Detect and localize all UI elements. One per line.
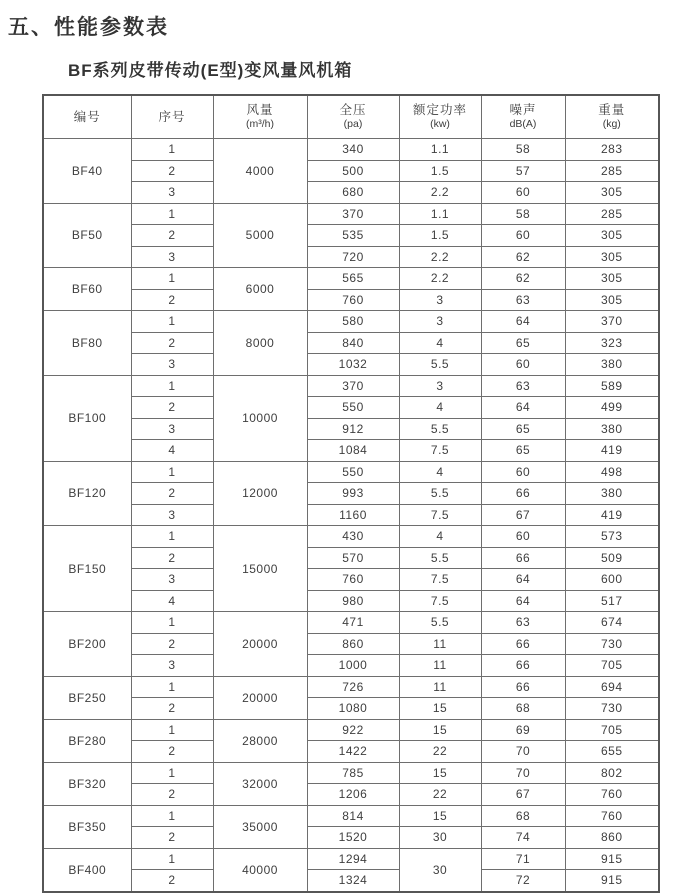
weight-cell: 305 — [565, 289, 659, 311]
power-cell: 15 — [399, 698, 481, 720]
weight-cell: 380 — [565, 483, 659, 505]
seq-cell: 1 — [131, 311, 213, 333]
noise-cell: 63 — [481, 612, 565, 634]
column-header-weight — [565, 95, 659, 139]
column-header-airflow — [213, 95, 307, 139]
table-body — [43, 139, 659, 892]
table-row — [43, 547, 659, 569]
seq-cell: 2 — [131, 698, 213, 720]
page-title: 五、性能参数表 — [8, 16, 169, 39]
seq-cell: 1 — [131, 375, 213, 397]
noise-cell: 70 — [481, 741, 565, 763]
pressure-cell: 570 — [307, 547, 399, 569]
noise-cell: 66 — [481, 676, 565, 698]
airflow-cell: 35000 — [213, 805, 307, 848]
model-cell: BF250 — [43, 676, 131, 719]
seq-cell: 2 — [131, 289, 213, 311]
noise-cell: 60 — [481, 225, 565, 247]
pressure-cell: 993 — [307, 483, 399, 505]
noise-cell: 67 — [481, 504, 565, 526]
pressure-cell: 912 — [307, 418, 399, 440]
column-unit: (pa) — [343, 118, 363, 130]
noise-cell: 63 — [481, 289, 565, 311]
power-cell: 1.5 — [399, 160, 481, 182]
seq-cell: 3 — [131, 655, 213, 677]
seq-cell: 2 — [131, 633, 213, 655]
table-row — [43, 698, 659, 720]
seq-cell: 1 — [131, 676, 213, 698]
noise-cell: 62 — [481, 246, 565, 268]
pressure-cell: 1324 — [307, 870, 399, 892]
noise-cell: 74 — [481, 827, 565, 849]
airflow-cell: 20000 — [213, 612, 307, 677]
power-cell: 1.1 — [399, 139, 481, 161]
pressure-cell: 1294 — [307, 848, 399, 870]
noise-cell: 60 — [481, 182, 565, 204]
performance-table — [42, 94, 660, 893]
pressure-cell: 500 — [307, 160, 399, 182]
column-unit: (m³/h) — [246, 118, 274, 130]
seq-cell: 3 — [131, 418, 213, 440]
power-cell: 1.5 — [399, 225, 481, 247]
weight-cell: 705 — [565, 655, 659, 677]
table-row — [43, 719, 659, 741]
noise-cell: 65 — [481, 332, 565, 354]
weight-cell: 285 — [565, 160, 659, 182]
power-cell: 2.2 — [399, 182, 481, 204]
noise-cell: 71 — [481, 848, 565, 870]
table-row — [43, 289, 659, 311]
airflow-cell: 8000 — [213, 311, 307, 376]
noise-cell: 66 — [481, 547, 565, 569]
pressure-cell: 860 — [307, 633, 399, 655]
power-cell: 30 — [399, 848, 481, 892]
table-row — [43, 676, 659, 698]
power-cell: 11 — [399, 655, 481, 677]
column-unit: (kw) — [430, 118, 450, 130]
table-row — [43, 268, 659, 290]
table-row — [43, 805, 659, 827]
seq-cell: 2 — [131, 827, 213, 849]
weight-cell: 517 — [565, 590, 659, 612]
column-label: 重量 — [598, 103, 626, 117]
weight-cell: 730 — [565, 698, 659, 720]
seq-cell: 1 — [131, 805, 213, 827]
model-cell: BF120 — [43, 461, 131, 526]
pressure-cell: 430 — [307, 526, 399, 548]
seq-cell: 1 — [131, 612, 213, 634]
model-cell: BF40 — [43, 139, 131, 204]
model-cell: BF100 — [43, 375, 131, 461]
table-row — [43, 375, 659, 397]
pressure-cell: 565 — [307, 268, 399, 290]
weight-cell: 674 — [565, 612, 659, 634]
noise-cell: 60 — [481, 461, 565, 483]
noise-cell: 68 — [481, 698, 565, 720]
weight-cell: 419 — [565, 504, 659, 526]
model-cell: BF350 — [43, 805, 131, 848]
table-row — [43, 332, 659, 354]
power-cell: 3 — [399, 311, 481, 333]
table-row — [43, 311, 659, 333]
power-cell: 2.2 — [399, 246, 481, 268]
column-label: 额定功率 — [412, 103, 467, 117]
table-row — [43, 397, 659, 419]
weight-cell: 573 — [565, 526, 659, 548]
weight-cell: 499 — [565, 397, 659, 419]
pressure-cell: 1422 — [307, 741, 399, 763]
table-row — [43, 440, 659, 462]
seq-cell: 3 — [131, 504, 213, 526]
power-cell: 3 — [399, 375, 481, 397]
noise-cell: 70 — [481, 762, 565, 784]
column-header-noise — [481, 95, 565, 139]
seq-cell: 2 — [131, 870, 213, 892]
weight-cell: 305 — [565, 246, 659, 268]
noise-cell: 68 — [481, 805, 565, 827]
power-cell: 5.5 — [399, 418, 481, 440]
pressure-cell: 720 — [307, 246, 399, 268]
pressure-cell: 680 — [307, 182, 399, 204]
seq-cell: 4 — [131, 590, 213, 612]
noise-cell: 65 — [481, 440, 565, 462]
weight-cell: 915 — [565, 848, 659, 870]
table-row — [43, 182, 659, 204]
seq-cell: 2 — [131, 332, 213, 354]
power-cell: 4 — [399, 397, 481, 419]
table-row — [43, 354, 659, 376]
power-cell: 4 — [399, 332, 481, 354]
noise-cell: 64 — [481, 590, 565, 612]
power-cell: 7.5 — [399, 440, 481, 462]
table-row — [43, 139, 659, 161]
noise-cell: 58 — [481, 203, 565, 225]
seq-cell: 1 — [131, 461, 213, 483]
seq-cell: 2 — [131, 225, 213, 247]
noise-cell: 64 — [481, 397, 565, 419]
power-cell: 15 — [399, 805, 481, 827]
column-label: 噪声 — [509, 103, 537, 117]
header-row — [43, 95, 659, 139]
noise-cell: 65 — [481, 418, 565, 440]
table-row — [43, 203, 659, 225]
seq-cell: 3 — [131, 354, 213, 376]
noise-cell: 62 — [481, 268, 565, 290]
seq-cell: 2 — [131, 547, 213, 569]
pressure-cell: 922 — [307, 719, 399, 741]
weight-cell: 760 — [565, 805, 659, 827]
power-cell: 30 — [399, 827, 481, 849]
pressure-cell: 1520 — [307, 827, 399, 849]
seq-cell: 3 — [131, 569, 213, 591]
noise-cell: 58 — [481, 139, 565, 161]
power-cell: 7.5 — [399, 504, 481, 526]
seq-cell: 1 — [131, 268, 213, 290]
table-row — [43, 569, 659, 591]
pressure-cell: 340 — [307, 139, 399, 161]
power-cell: 4 — [399, 461, 481, 483]
power-cell: 5.5 — [399, 547, 481, 569]
pressure-cell: 1160 — [307, 504, 399, 526]
model-cell: BF320 — [43, 762, 131, 805]
weight-cell: 509 — [565, 547, 659, 569]
noise-cell: 69 — [481, 719, 565, 741]
seq-cell: 2 — [131, 160, 213, 182]
weight-cell: 305 — [565, 268, 659, 290]
power-cell: 7.5 — [399, 569, 481, 591]
weight-cell: 589 — [565, 375, 659, 397]
table-row — [43, 590, 659, 612]
airflow-cell: 20000 — [213, 676, 307, 719]
pressure-cell: 370 — [307, 375, 399, 397]
table-row — [43, 225, 659, 247]
power-cell: 7.5 — [399, 590, 481, 612]
noise-cell: 60 — [481, 526, 565, 548]
pressure-cell: 980 — [307, 590, 399, 612]
power-cell: 5.5 — [399, 483, 481, 505]
seq-cell: 2 — [131, 784, 213, 806]
column-header-model — [43, 95, 131, 139]
seq-cell: 4 — [131, 440, 213, 462]
weight-cell: 694 — [565, 676, 659, 698]
pressure-cell: 840 — [307, 332, 399, 354]
table-row — [43, 870, 659, 892]
model-cell: BF150 — [43, 526, 131, 612]
seq-cell: 1 — [131, 719, 213, 741]
seq-cell: 1 — [131, 526, 213, 548]
airflow-cell: 6000 — [213, 268, 307, 311]
seq-cell: 2 — [131, 483, 213, 505]
column-label: 序号 — [158, 109, 186, 124]
weight-cell: 283 — [565, 139, 659, 161]
pressure-cell: 760 — [307, 569, 399, 591]
power-cell: 5.5 — [399, 354, 481, 376]
model-cell: BF400 — [43, 848, 131, 892]
seq-cell: 1 — [131, 139, 213, 161]
airflow-cell: 28000 — [213, 719, 307, 762]
seq-cell: 2 — [131, 397, 213, 419]
column-header-pressure — [307, 95, 399, 139]
weight-cell: 498 — [565, 461, 659, 483]
airflow-cell: 40000 — [213, 848, 307, 892]
pressure-cell: 1080 — [307, 698, 399, 720]
table-title: BF系列皮带传动(E型)变风量风机箱 — [68, 61, 353, 80]
airflow-cell: 10000 — [213, 375, 307, 461]
pressure-cell: 814 — [307, 805, 399, 827]
power-cell: 1.1 — [399, 203, 481, 225]
pressure-cell: 550 — [307, 461, 399, 483]
pressure-cell: 550 — [307, 397, 399, 419]
noise-cell: 66 — [481, 655, 565, 677]
pressure-cell: 1000 — [307, 655, 399, 677]
table-row — [43, 461, 659, 483]
pressure-cell: 535 — [307, 225, 399, 247]
noise-cell: 67 — [481, 784, 565, 806]
noise-cell: 72 — [481, 870, 565, 892]
column-unit: dB(A) — [509, 118, 537, 130]
column-header-power — [399, 95, 481, 139]
noise-cell: 66 — [481, 633, 565, 655]
weight-cell: 760 — [565, 784, 659, 806]
table-row — [43, 633, 659, 655]
column-label: 风量 — [246, 103, 274, 117]
power-cell: 15 — [399, 719, 481, 741]
weight-cell: 370 — [565, 311, 659, 333]
noise-cell: 64 — [481, 311, 565, 333]
table-row — [43, 762, 659, 784]
table-row — [43, 504, 659, 526]
seq-cell: 1 — [131, 848, 213, 870]
table-row — [43, 612, 659, 634]
pressure-cell: 1084 — [307, 440, 399, 462]
column-label: 编号 — [73, 109, 101, 124]
table-row — [43, 848, 659, 870]
pressure-cell: 580 — [307, 311, 399, 333]
column-label: 全压 — [339, 103, 367, 117]
weight-cell: 419 — [565, 440, 659, 462]
weight-cell: 915 — [565, 870, 659, 892]
seq-cell: 2 — [131, 741, 213, 763]
power-cell: 4 — [399, 526, 481, 548]
power-cell: 11 — [399, 633, 481, 655]
pressure-cell: 726 — [307, 676, 399, 698]
power-cell: 5.5 — [399, 612, 481, 634]
model-cell: BF200 — [43, 612, 131, 677]
weight-cell: 305 — [565, 182, 659, 204]
model-cell: BF50 — [43, 203, 131, 268]
airflow-cell: 15000 — [213, 526, 307, 612]
weight-cell: 860 — [565, 827, 659, 849]
noise-cell: 64 — [481, 569, 565, 591]
pressure-cell: 370 — [307, 203, 399, 225]
pressure-cell: 785 — [307, 762, 399, 784]
weight-cell: 655 — [565, 741, 659, 763]
table-row — [43, 160, 659, 182]
power-cell: 15 — [399, 762, 481, 784]
airflow-cell: 32000 — [213, 762, 307, 805]
weight-cell: 802 — [565, 762, 659, 784]
pressure-cell: 1032 — [307, 354, 399, 376]
column-unit: (kg) — [602, 118, 621, 130]
power-cell: 22 — [399, 784, 481, 806]
weight-cell: 323 — [565, 332, 659, 354]
pressure-cell: 760 — [307, 289, 399, 311]
power-cell: 22 — [399, 741, 481, 763]
table-row — [43, 741, 659, 763]
weight-cell: 600 — [565, 569, 659, 591]
model-cell: BF80 — [43, 311, 131, 376]
weight-cell: 730 — [565, 633, 659, 655]
pressure-cell: 1206 — [307, 784, 399, 806]
power-cell: 11 — [399, 676, 481, 698]
table-row — [43, 655, 659, 677]
table-row — [43, 827, 659, 849]
pressure-cell: 471 — [307, 612, 399, 634]
weight-cell: 285 — [565, 203, 659, 225]
noise-cell: 66 — [481, 483, 565, 505]
weight-cell: 305 — [565, 225, 659, 247]
noise-cell: 60 — [481, 354, 565, 376]
weight-cell: 380 — [565, 418, 659, 440]
seq-cell: 3 — [131, 246, 213, 268]
seq-cell: 3 — [131, 182, 213, 204]
table-row — [43, 784, 659, 806]
model-cell: BF60 — [43, 268, 131, 311]
noise-cell: 63 — [481, 375, 565, 397]
table-row — [43, 526, 659, 548]
model-cell: BF280 — [43, 719, 131, 762]
weight-cell: 380 — [565, 354, 659, 376]
airflow-cell: 4000 — [213, 139, 307, 204]
seq-cell: 1 — [131, 203, 213, 225]
table-row — [43, 418, 659, 440]
power-cell: 3 — [399, 289, 481, 311]
airflow-cell: 12000 — [213, 461, 307, 526]
table-row — [43, 483, 659, 505]
power-cell: 2.2 — [399, 268, 481, 290]
seq-cell: 1 — [131, 762, 213, 784]
airflow-cell: 5000 — [213, 203, 307, 268]
weight-cell: 705 — [565, 719, 659, 741]
column-header-seq — [131, 95, 213, 139]
table-row — [43, 246, 659, 268]
noise-cell: 57 — [481, 160, 565, 182]
